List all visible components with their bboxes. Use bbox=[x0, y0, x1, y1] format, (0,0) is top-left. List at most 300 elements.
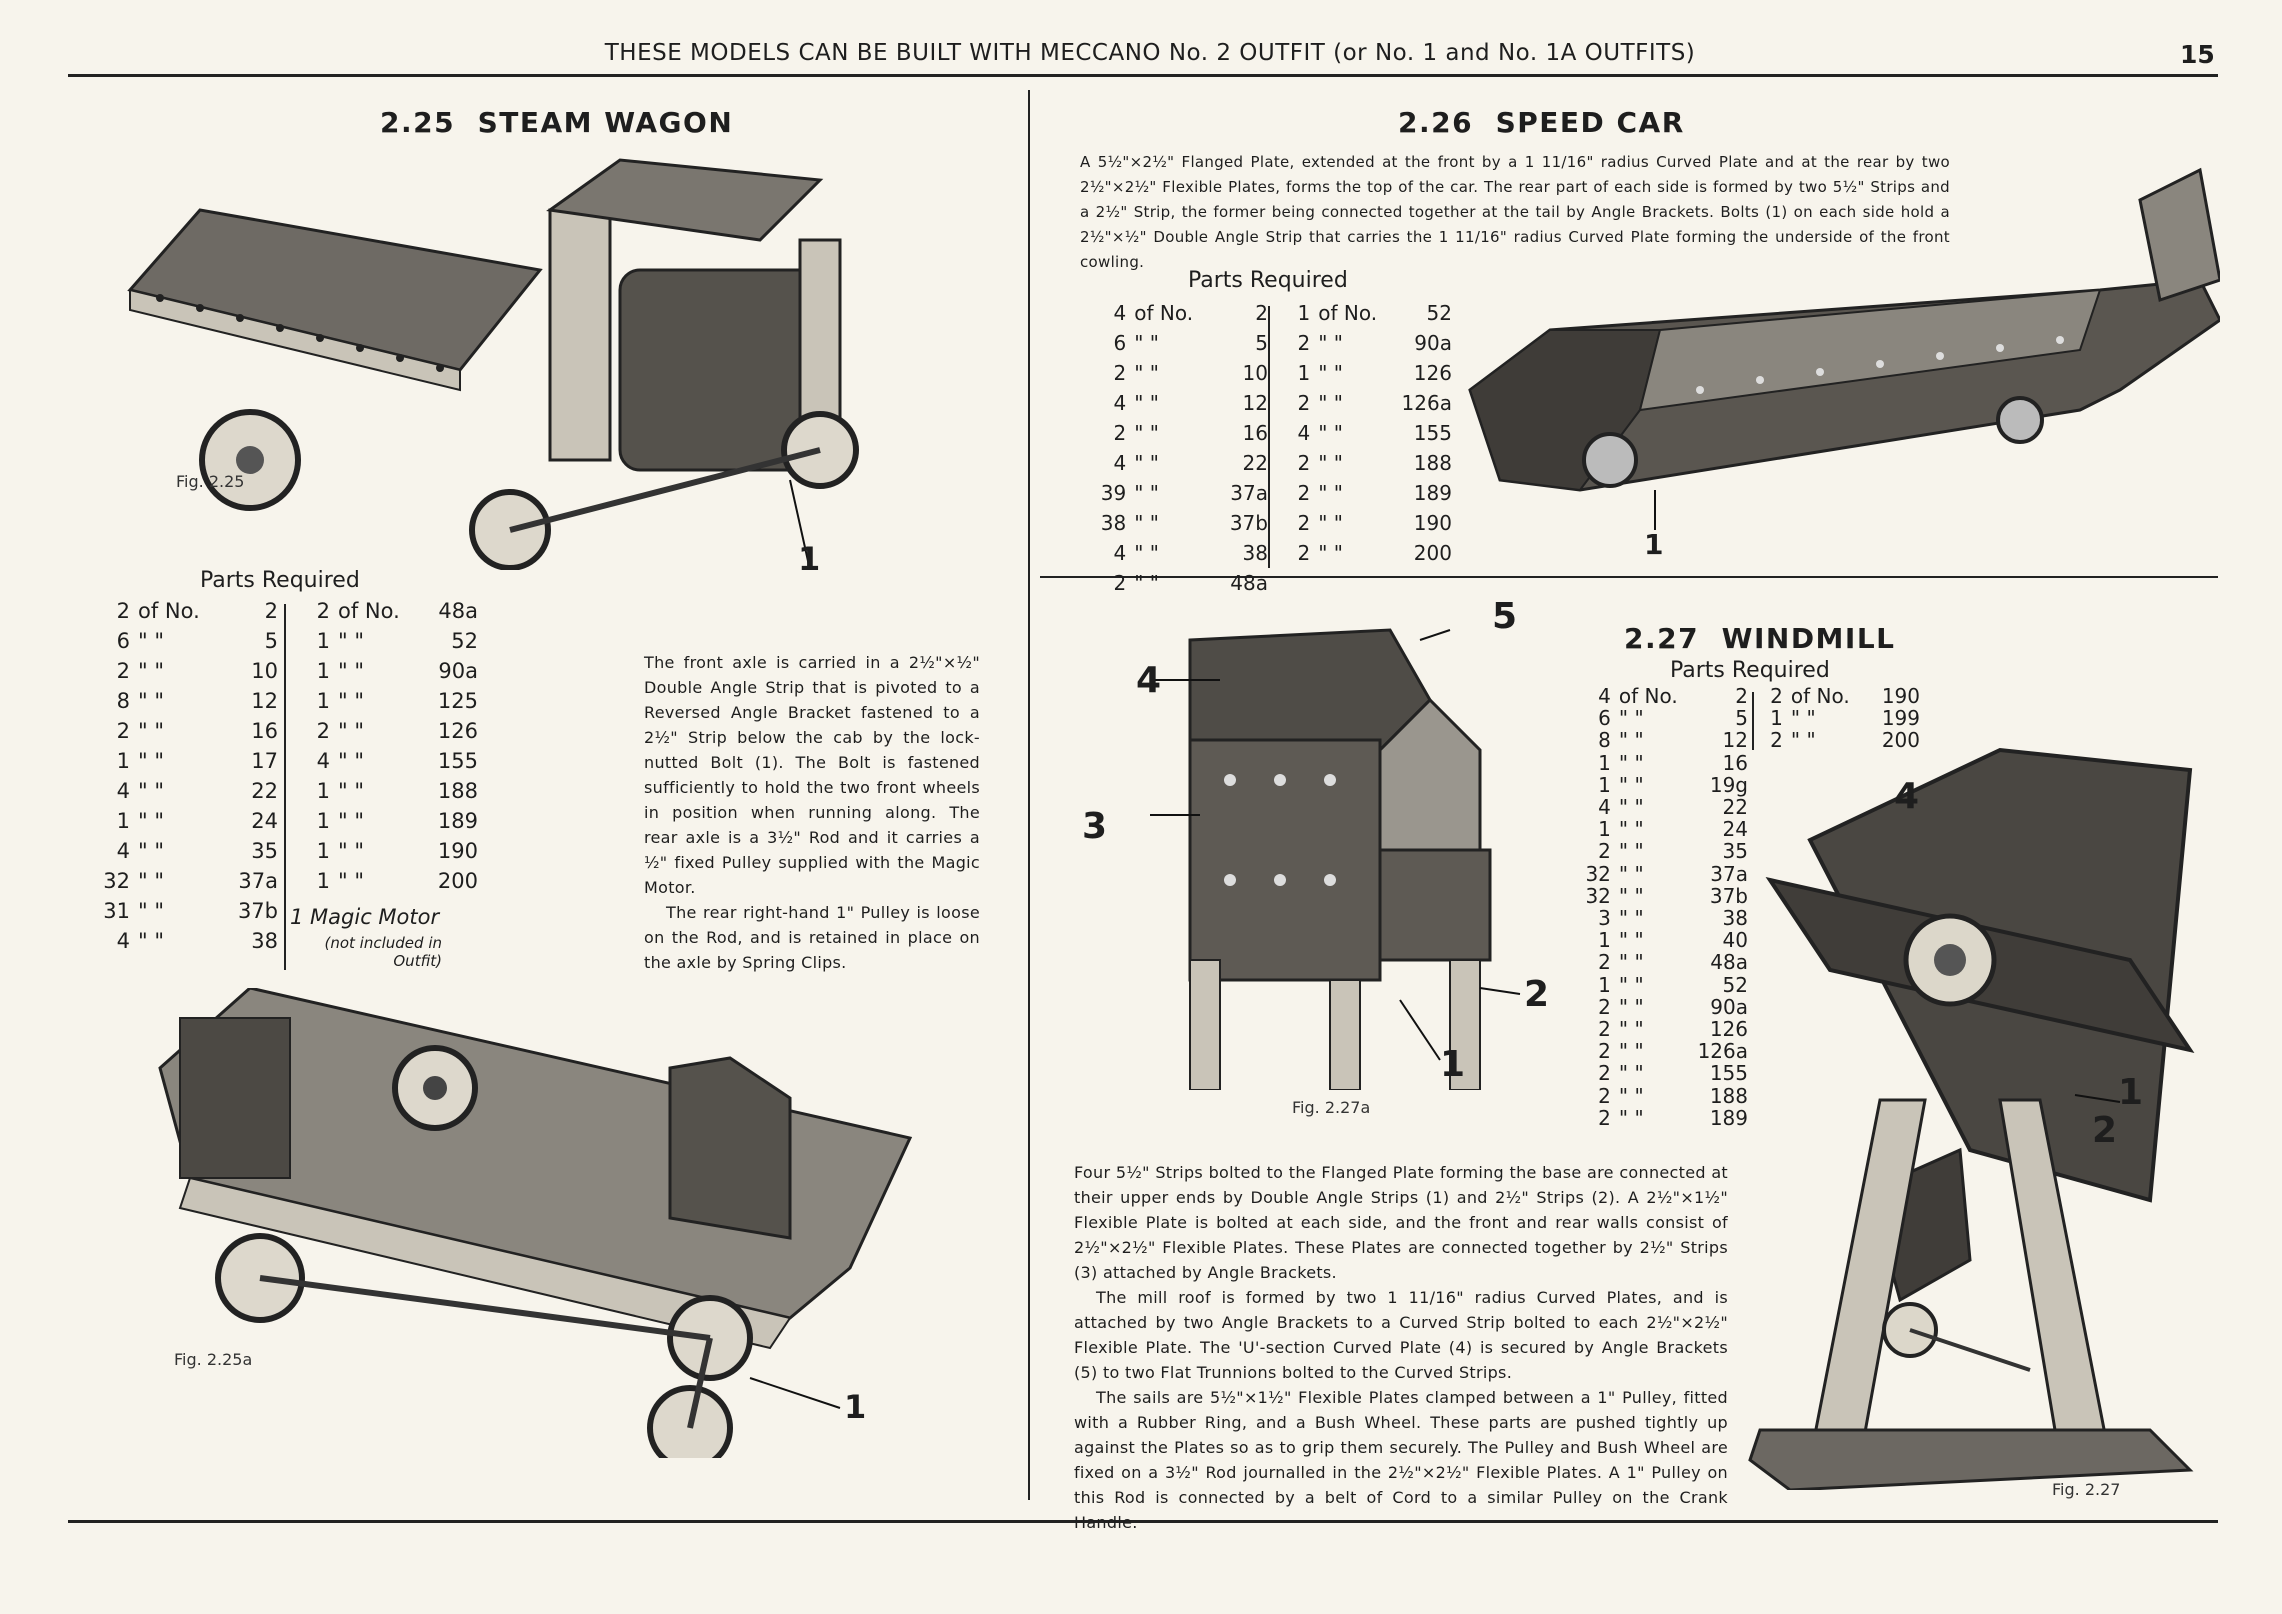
steam-wagon-parts-left bbox=[90, 596, 280, 956]
parts-word: " " bbox=[1134, 361, 1159, 385]
speed-car-parts-left bbox=[1088, 298, 1268, 598]
parts-part-no: 24 bbox=[251, 809, 278, 833]
parts-qty: 1 bbox=[316, 689, 330, 713]
parts-row bbox=[90, 776, 280, 806]
parts-word: " " bbox=[1618, 928, 1644, 953]
parts-qty: 1 bbox=[1598, 817, 1611, 842]
parts-row bbox=[90, 716, 280, 746]
parts-qty: 2 bbox=[1598, 839, 1611, 864]
parts-word: " " bbox=[138, 899, 164, 923]
parts-qty: 2 bbox=[1598, 1061, 1611, 1086]
parts-part-no: 199 bbox=[1881, 706, 1920, 731]
parts-word: " " bbox=[1618, 839, 1644, 864]
parts-part-no: 17 bbox=[251, 749, 278, 773]
parts-qty: 2 bbox=[116, 599, 130, 623]
parts-qty: 2 bbox=[1770, 728, 1783, 753]
parts-word: " " bbox=[138, 659, 164, 683]
parts-word: " " bbox=[1790, 706, 1816, 731]
parts-word: " " bbox=[138, 779, 164, 803]
parts-qty: 1 bbox=[316, 659, 330, 683]
parts-part-no: 24 bbox=[1722, 817, 1748, 842]
windmill-detail-label-3: 3 bbox=[1082, 806, 1108, 847]
windmill-main-label-2: 2 bbox=[2092, 1110, 2118, 1151]
parts-part-no: 90a bbox=[438, 659, 478, 683]
parts-qty: 2 bbox=[316, 719, 330, 743]
parts-word: " " bbox=[338, 809, 364, 833]
parts-word: " " bbox=[138, 839, 164, 863]
parts-qty: 1 bbox=[316, 839, 330, 863]
parts-row bbox=[1088, 298, 1268, 328]
parts-qty: 4 bbox=[1113, 451, 1127, 475]
parts-word: " " bbox=[1134, 511, 1159, 535]
parts-row bbox=[1574, 774, 1748, 796]
parts-qty: 4 bbox=[116, 929, 130, 953]
steam-wagon-title: 2.25 STEAM WAGON bbox=[380, 106, 734, 139]
parts-word: " " bbox=[1134, 571, 1159, 595]
parts-word: " " bbox=[1790, 728, 1816, 753]
speed-car-callout-1: 1 bbox=[1644, 528, 1664, 561]
parts-part-no: 22 bbox=[1722, 795, 1748, 820]
parts-row bbox=[1088, 538, 1268, 568]
parts-part-no: 2 bbox=[1735, 684, 1748, 708]
parts-qty: 2 bbox=[116, 719, 130, 743]
parts-qty: 4 bbox=[116, 839, 130, 863]
parts-part-no: 37a bbox=[1710, 861, 1748, 886]
parts-row bbox=[1746, 685, 1920, 707]
parts-word: " " bbox=[338, 869, 364, 893]
parts-part-no: 126 bbox=[1413, 361, 1452, 385]
parts-word: " " bbox=[1618, 994, 1644, 1019]
parts-qty: 4 bbox=[116, 779, 130, 803]
parts-part-no: 16 bbox=[251, 719, 278, 743]
parts-word: " " bbox=[1318, 391, 1343, 415]
parts-qty: 3 bbox=[1598, 906, 1611, 931]
parts-part-no: 2 bbox=[1255, 301, 1268, 325]
parts-part-no: 35 bbox=[1722, 839, 1748, 864]
parts-row bbox=[1088, 388, 1268, 418]
parts-part-no: 38 bbox=[1722, 906, 1748, 931]
parts-qty: 1 bbox=[1598, 750, 1611, 775]
parts-part-no: 188 bbox=[1709, 1083, 1748, 1108]
steam-wagon-parts-right bbox=[290, 596, 480, 896]
parts-qty: 1 bbox=[316, 809, 330, 833]
parts-word: " " bbox=[338, 839, 364, 863]
parts-part-no: 190 bbox=[437, 839, 478, 863]
parts-part-no: 155 bbox=[1413, 421, 1452, 445]
parts-word: " " bbox=[1618, 972, 1644, 997]
parts-row bbox=[1574, 929, 1748, 951]
parts-part-no: 10 bbox=[1242, 361, 1268, 385]
parts-row bbox=[1574, 685, 1748, 707]
parts-part-no: 37b bbox=[1229, 511, 1268, 535]
windmill-parts-left bbox=[1574, 685, 1748, 1129]
parts-qty: 2 bbox=[1297, 391, 1311, 415]
steam-wagon-text bbox=[644, 650, 980, 975]
steam-wagon-parts-divider bbox=[284, 604, 286, 970]
parts-row bbox=[1088, 478, 1268, 508]
parts-part-no: 37b bbox=[237, 899, 278, 923]
windmill-text-1: Four 5½" Strips bolted to the Flanged Plate forming the base are connected at their upper ends by Double Angle Strips (1) and 2½" Strips (2). A 2½"×1½" Flexible Plate is bolted at each side, and the front and rear walls consist of 2½"×2½" Flexible Plates. These Plates are connected together by 2½" Strips (3) attached by Angle Brackets. bbox=[1074, 1163, 1728, 1282]
parts-word: of No. bbox=[1318, 301, 1378, 325]
parts-qty: 4 bbox=[1113, 301, 1127, 325]
parts-part-no: 12 bbox=[1242, 391, 1268, 415]
page-number: 15 bbox=[2180, 40, 2215, 69]
parts-qty: 6 bbox=[116, 629, 130, 653]
parts-word: " " bbox=[1618, 706, 1644, 731]
parts-part-no: 126 bbox=[437, 719, 478, 743]
parts-part-no: 48a bbox=[1710, 950, 1748, 975]
parts-qty: 2 bbox=[1598, 1017, 1611, 1042]
parts-part-no: 12 bbox=[1722, 728, 1748, 753]
parts-part-no: 126a bbox=[1697, 1039, 1748, 1064]
parts-row bbox=[1574, 707, 1748, 729]
parts-word: " " bbox=[1134, 331, 1159, 355]
parts-part-no: 200 bbox=[437, 869, 478, 893]
parts-row bbox=[290, 836, 480, 866]
parts-qty: 2 bbox=[1113, 361, 1127, 385]
parts-word: " " bbox=[138, 689, 164, 713]
parts-row bbox=[90, 836, 280, 866]
parts-part-no: 52 bbox=[451, 629, 478, 653]
parts-word: " " bbox=[338, 749, 364, 773]
speed-car-illustration bbox=[1460, 160, 2220, 560]
steam-wagon-text-1: The front axle is carried in a 2½"×½" Double Angle Strip that is pivoted to a Reversed Angle Bracket fastened to a 2½" Strip below the cab by the lock-nutted Bolt (1). The Bolt is fastened sufficiently to hold the two front wheels in position when running along. The rear axle is a 3½" Rod and it carries a ½" fixed Pulley supplied with the Magic Motor. bbox=[644, 653, 980, 897]
parts-row bbox=[1088, 418, 1268, 448]
parts-word: of No. bbox=[1618, 684, 1678, 708]
parts-qty: 1 bbox=[1297, 301, 1311, 325]
parts-qty: 2 bbox=[316, 599, 330, 623]
parts-word: " " bbox=[138, 629, 164, 653]
parts-qty: 1 bbox=[316, 779, 330, 803]
parts-part-no: 200 bbox=[1881, 728, 1920, 753]
parts-qty: 2 bbox=[1598, 1039, 1611, 1064]
parts-word: " " bbox=[138, 929, 164, 953]
parts-part-no: 38 bbox=[1242, 541, 1268, 565]
parts-row bbox=[90, 926, 280, 956]
parts-part-no: 2 bbox=[264, 599, 278, 623]
parts-row bbox=[90, 656, 280, 686]
parts-word: " " bbox=[338, 689, 364, 713]
parts-row bbox=[1574, 1018, 1748, 1040]
parts-part-no: 48a bbox=[438, 599, 478, 623]
windmill-detail-illustration bbox=[1130, 620, 1530, 1090]
windmill-main-fig-label: Fig. 2.27 bbox=[2052, 1480, 2121, 1499]
parts-qty: 2 bbox=[1297, 451, 1311, 475]
parts-row bbox=[1088, 448, 1268, 478]
parts-qty: 4 bbox=[1113, 391, 1127, 415]
parts-word: " " bbox=[1618, 795, 1644, 820]
parts-row bbox=[1272, 358, 1452, 388]
parts-row bbox=[90, 596, 280, 626]
parts-qty: 1 bbox=[116, 809, 130, 833]
parts-part-no: 190 bbox=[1413, 511, 1452, 535]
parts-row bbox=[1272, 298, 1452, 328]
column-divider bbox=[1028, 90, 1030, 1500]
parts-part-no: 126 bbox=[1709, 1017, 1748, 1042]
steam-wagon-callout-1: 1 bbox=[798, 540, 821, 578]
parts-part-no: 5 bbox=[1255, 331, 1268, 355]
parts-word: " " bbox=[1318, 331, 1343, 355]
parts-part-no: 90a bbox=[1414, 331, 1452, 355]
parts-row bbox=[1088, 328, 1268, 358]
parts-row bbox=[1272, 328, 1452, 358]
parts-part-no: 126a bbox=[1401, 391, 1452, 415]
header-rule bbox=[68, 74, 2218, 77]
parts-qty: 32 bbox=[1585, 883, 1611, 908]
parts-qty: 39 bbox=[1100, 481, 1127, 505]
speed-car-parts-title: Parts Required bbox=[1188, 268, 1348, 293]
parts-row bbox=[90, 686, 280, 716]
parts-part-no: 188 bbox=[437, 779, 478, 803]
parts-part-no: 40 bbox=[1722, 928, 1748, 953]
parts-row bbox=[290, 806, 480, 836]
steam-wagon-parts-title: Parts Required bbox=[200, 568, 360, 593]
parts-qty: 4 bbox=[1297, 421, 1311, 445]
parts-word: " " bbox=[1134, 481, 1159, 505]
windmill-title: 2.27 WINDMILL bbox=[1624, 622, 1896, 655]
parts-row bbox=[1574, 1085, 1748, 1107]
parts-row bbox=[1574, 1062, 1748, 1084]
parts-row bbox=[290, 686, 480, 716]
parts-qty: 2 bbox=[1113, 571, 1127, 595]
steam-wagon-text-2: The rear right-hand 1" Pulley is loose on the Rod, and is retained in place on the axle by Spring Clips. bbox=[644, 903, 980, 972]
parts-word: " " bbox=[138, 809, 164, 833]
parts-row bbox=[1574, 996, 1748, 1018]
steam-wagon-fig-label: Fig. 2.25 bbox=[176, 472, 245, 491]
parts-qty: 32 bbox=[1585, 861, 1611, 886]
parts-row bbox=[290, 866, 480, 896]
parts-row bbox=[1272, 388, 1452, 418]
parts-row bbox=[1574, 1107, 1748, 1129]
windmill-main-label-1: 1 bbox=[2118, 1072, 2144, 1113]
parts-part-no: 38 bbox=[251, 929, 278, 953]
parts-row bbox=[1574, 752, 1748, 774]
parts-row bbox=[90, 746, 280, 776]
parts-part-no: 16 bbox=[1722, 750, 1748, 775]
parts-word: of No. bbox=[1790, 684, 1850, 708]
parts-row bbox=[1574, 907, 1748, 929]
parts-row bbox=[1574, 951, 1748, 973]
parts-qty: 1 bbox=[1297, 361, 1311, 385]
parts-part-no: 10 bbox=[251, 659, 278, 683]
speed-car-text: A 5½"×2½" Flanged Plate, extended at the front by a 1 11/16" radius Curved Plate and at the rear by two 2½"×2½" Flexible Plates, forms the top of the car. The rear part of each side is formed by two 5½" Strips and a 2½" Strip, the former being connected together at the tail by Angle Brackets. Bolts (1) on each side hold a 2½"×½" Double Angle Strip that carries the 1 11/16" radius Curved Plate forming the underside of the front cowling. bbox=[1080, 153, 1950, 271]
parts-word: " " bbox=[1318, 421, 1343, 445]
parts-word: " " bbox=[1618, 950, 1644, 975]
parts-word: " " bbox=[1618, 906, 1644, 931]
parts-row bbox=[1574, 818, 1748, 840]
parts-part-no: 189 bbox=[437, 809, 478, 833]
windmill-main-label-4: 4 bbox=[1894, 776, 1920, 817]
parts-word: " " bbox=[1618, 1083, 1644, 1108]
windmill-text-3: The sails are 5½"×1½" Flexible Plates clamped between a 1" Pulley, fitted with a Rubber Ring, and a Bush Wheel. These parts are pushed tightly up against the Plates so as to grip them securely. The Pulley and Bush Wheel are fixed on a 3½" Rod journalled in the 2½"×2½" Flexible Plates. A 1" Pulley on this Rod is connected by a belt of Cord to a similar Pulley on the Crank Handle. bbox=[1074, 1388, 1728, 1532]
parts-row bbox=[1574, 840, 1748, 862]
windmill-detail-fig-label: Fig. 2.27a bbox=[1292, 1098, 1371, 1117]
parts-word: " " bbox=[1618, 883, 1644, 908]
parts-part-no: 5 bbox=[1735, 706, 1748, 731]
parts-part-no: 37a bbox=[1230, 481, 1268, 505]
parts-row bbox=[290, 656, 480, 686]
parts-row bbox=[1574, 729, 1748, 751]
parts-word: " " bbox=[1318, 361, 1343, 385]
parts-row bbox=[1746, 707, 1920, 729]
windmill-parts-title: Parts Required bbox=[1670, 658, 1830, 683]
parts-part-no: 22 bbox=[1242, 451, 1268, 475]
parts-qty: 2 bbox=[1297, 481, 1311, 505]
steam-wagon-underside-callout-1: 1 bbox=[844, 1388, 867, 1426]
parts-part-no: 190 bbox=[1881, 684, 1920, 708]
parts-qty: 8 bbox=[1598, 728, 1611, 753]
parts-qty: 4 bbox=[1598, 795, 1611, 820]
parts-word: of No. bbox=[1134, 301, 1194, 325]
parts-qty: 8 bbox=[116, 689, 130, 713]
parts-word: of No. bbox=[338, 599, 400, 623]
parts-qty: 2 bbox=[1598, 1083, 1611, 1108]
parts-row bbox=[90, 806, 280, 836]
parts-part-no: 125 bbox=[437, 689, 478, 713]
parts-part-no: 37a bbox=[238, 869, 278, 893]
parts-part-no: 155 bbox=[437, 749, 478, 773]
speed-car-parts-right bbox=[1272, 298, 1452, 568]
parts-qty: 2 bbox=[116, 659, 130, 683]
parts-part-no: 52 bbox=[1426, 301, 1452, 325]
parts-word: " " bbox=[1134, 541, 1159, 565]
parts-word: " " bbox=[338, 719, 364, 743]
parts-row bbox=[90, 896, 280, 926]
windmill-text-2: The mill roof is formed by two 1 11/16" radius Curved Plates, and is attached by two Angle Brackets to a Curved Strip bolted to each 2½"×2½" Flexible Plate. The 'U'-section Curved Plate (4) is secured by Angle Brackets (5) to two Flat Trunnions bolted to the Curved Strips. bbox=[1074, 1288, 1728, 1382]
parts-row bbox=[290, 776, 480, 806]
parts-qty: 1 bbox=[316, 869, 330, 893]
windmill-detail-label-1: 1 bbox=[1440, 1044, 1466, 1085]
parts-word: " " bbox=[1618, 1017, 1644, 1042]
parts-word: " " bbox=[1318, 511, 1343, 535]
parts-row bbox=[1272, 538, 1452, 568]
windmill-text bbox=[1074, 1160, 1728, 1535]
parts-word: " " bbox=[338, 629, 364, 653]
page-header-title: THESE MODELS CAN BE BUILT WITH MECCANO No. 2 OUTFIT (or No. 1 and No. 1A OUTFITS) bbox=[604, 40, 1696, 66]
parts-part-no: 12 bbox=[251, 689, 278, 713]
parts-word: " " bbox=[1618, 728, 1644, 753]
parts-word: " " bbox=[1318, 541, 1343, 565]
parts-word: " " bbox=[1134, 451, 1159, 475]
parts-row bbox=[290, 596, 480, 626]
parts-qty: 1 bbox=[116, 749, 130, 773]
parts-part-no: 155 bbox=[1709, 1061, 1748, 1086]
parts-word: " " bbox=[1318, 451, 1343, 475]
parts-row bbox=[1574, 863, 1748, 885]
parts-part-no: 189 bbox=[1709, 1105, 1748, 1130]
parts-word: " " bbox=[1618, 1105, 1644, 1130]
parts-qty: 6 bbox=[1113, 331, 1127, 355]
parts-row bbox=[90, 866, 280, 896]
windmill-detail-label-5: 5 bbox=[1492, 596, 1518, 637]
parts-part-no: 16 bbox=[1242, 421, 1268, 445]
parts-word: " " bbox=[138, 719, 164, 743]
parts-qty: 1 bbox=[1598, 928, 1611, 953]
parts-part-no: 37b bbox=[1709, 883, 1748, 908]
parts-qty: 2 bbox=[1297, 541, 1311, 565]
parts-part-no: 200 bbox=[1413, 541, 1452, 565]
parts-qty: 38 bbox=[1100, 511, 1127, 535]
parts-word: " " bbox=[338, 779, 364, 803]
parts-qty: 2 bbox=[1297, 511, 1311, 535]
parts-word: " " bbox=[1618, 861, 1644, 886]
parts-qty: 6 bbox=[1598, 706, 1611, 731]
parts-word: " " bbox=[1618, 1061, 1644, 1086]
parts-qty: 1 bbox=[1598, 772, 1611, 797]
parts-row bbox=[1088, 508, 1268, 538]
parts-part-no: 22 bbox=[251, 779, 278, 803]
parts-qty: 2 bbox=[1598, 950, 1611, 975]
parts-word: " " bbox=[1134, 421, 1159, 445]
speed-car-parts-divider bbox=[1268, 306, 1270, 568]
parts-qty: 2 bbox=[1598, 1105, 1611, 1130]
parts-row bbox=[1272, 508, 1452, 538]
parts-row bbox=[90, 626, 280, 656]
steam-wagon-illustration bbox=[120, 150, 880, 570]
parts-word: " " bbox=[138, 749, 164, 773]
parts-row bbox=[290, 746, 480, 776]
parts-word: " " bbox=[1134, 391, 1159, 415]
parts-word: " " bbox=[1618, 1039, 1644, 1064]
parts-qty: 2 bbox=[1113, 421, 1127, 445]
parts-row bbox=[290, 716, 480, 746]
parts-row bbox=[1574, 796, 1748, 818]
parts-row bbox=[1088, 568, 1268, 598]
parts-row bbox=[1272, 418, 1452, 448]
parts-row bbox=[1272, 448, 1452, 478]
windmill-detail-label-2: 2 bbox=[1524, 974, 1550, 1015]
parts-word: " " bbox=[1618, 772, 1644, 797]
parts-qty: 4 bbox=[1113, 541, 1127, 565]
parts-row bbox=[290, 626, 480, 656]
parts-part-no: 189 bbox=[1413, 481, 1452, 505]
parts-qty: 31 bbox=[103, 899, 130, 923]
parts-row bbox=[1088, 358, 1268, 388]
parts-part-no: 19g bbox=[1709, 772, 1748, 797]
steam-wagon-underside-fig-label: Fig. 2.25a bbox=[174, 1350, 253, 1369]
steam-wagon-motor: 1 Magic Motor bbox=[290, 905, 440, 929]
parts-qty: 2 bbox=[1598, 994, 1611, 1019]
steam-wagon-underside-illustration bbox=[150, 988, 940, 1458]
parts-qty: 1 bbox=[1598, 972, 1611, 997]
parts-qty: 1 bbox=[1770, 706, 1783, 731]
parts-qty: 4 bbox=[316, 749, 330, 773]
parts-word: " " bbox=[138, 869, 164, 893]
parts-word: " " bbox=[1318, 481, 1343, 505]
parts-part-no: 90a bbox=[1710, 994, 1748, 1019]
parts-word: " " bbox=[1618, 750, 1644, 775]
parts-word: " " bbox=[338, 659, 364, 683]
parts-row bbox=[1574, 1040, 1748, 1062]
parts-part-no: 5 bbox=[264, 629, 278, 653]
parts-part-no: 52 bbox=[1722, 972, 1748, 997]
steam-wagon-motor-note: (not included in Outfit) bbox=[324, 934, 442, 970]
parts-row bbox=[1574, 885, 1748, 907]
parts-row bbox=[1574, 974, 1748, 996]
parts-qty: 2 bbox=[1297, 331, 1311, 355]
parts-qty: 4 bbox=[1598, 684, 1611, 708]
speed-car-title: 2.26 SPEED CAR bbox=[1398, 106, 1685, 139]
parts-part-no: 35 bbox=[251, 839, 278, 863]
parts-part-no: 48a bbox=[1230, 571, 1268, 595]
windmill-detail-label-4: 4 bbox=[1136, 660, 1162, 701]
parts-word: " " bbox=[1618, 817, 1644, 842]
parts-qty: 2 bbox=[1770, 684, 1783, 708]
parts-qty: 1 bbox=[316, 629, 330, 653]
parts-row bbox=[1272, 478, 1452, 508]
parts-word: of No. bbox=[138, 599, 200, 623]
parts-part-no: 188 bbox=[1413, 451, 1452, 475]
